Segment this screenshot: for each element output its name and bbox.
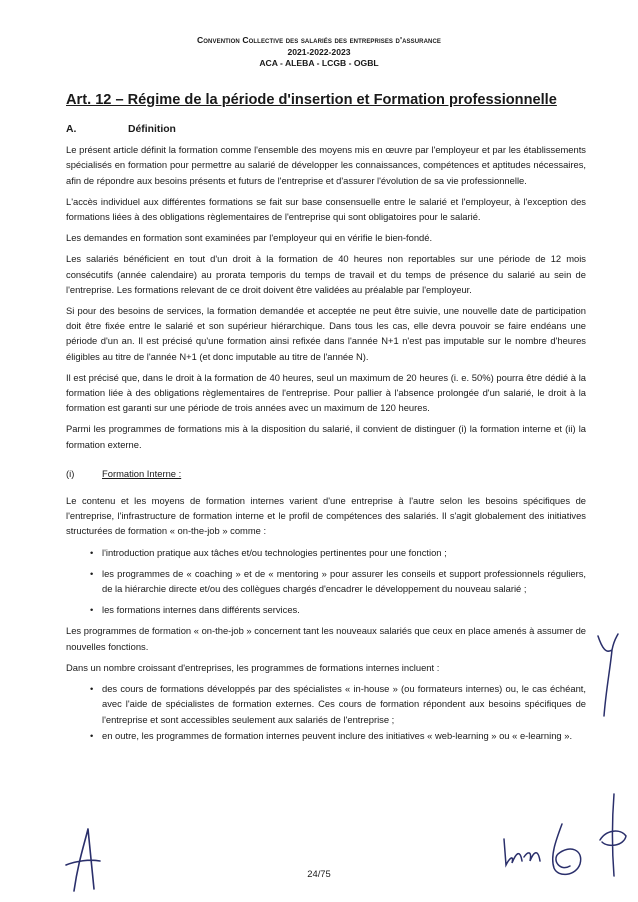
- header-convention-title: Convention Collective des salariés des entreprises d'assurance: [196, 35, 441, 45]
- paragraph: Les salariés bénéficient en tout d'un droit à la formation de 40 heures non reportables sur une période de 12 mois consécutifs (année calendaire) au prorata temporis du temps de travail et du temps de présence du salarié au sein de l'entreprise. Les formations relevant de ce droit doivent être validées au préalable par l'employeur.: [66, 253, 586, 295]
- header-parties: ACA - ALEBA - LCGB - OGBL: [259, 58, 379, 68]
- paragraph: Il est précisé que, dans le droit à la formation de 40 heures, seul un maximum de 20 heures (i. e. 50%) pourra être dédié à la formation liée à des obligations règlementaires de l'entreprise. Pour pallier à l'absence prolongée d'un salarié, le droit à la formation est garanti sur une période de trois années avec un maximum de 120 heures.: [66, 371, 586, 414]
- section-title: Définition: [128, 124, 176, 135]
- subsection-heading: [66, 466, 586, 481]
- signature-initial-loop: [540, 820, 586, 880]
- signature-initial-left: [60, 825, 104, 895]
- list-item: • les formations internes dans différents services.: [66, 602, 586, 617]
- subsection-number: (i): [66, 467, 75, 479]
- signature-mark: [592, 630, 626, 720]
- section-heading: [66, 122, 586, 137]
- article-title: Art. 12 – Régime de la période d'insertion et Formation professionnelle: [66, 92, 557, 108]
- list-item: • des cours de formations développés par des spécialistes « in-house » (ou formateurs internes) ou, le cas échéant, avec l'aide de spécialistes de formation externes. Ces cours de formation répondent aux besoins spécifiques de l'entreprise et sont accessibles seulement aux salariés de l'entreprise ;: [66, 681, 586, 727]
- paragraph: Dans un nombre croissant d'entreprises, les programmes de formations internes incluent :: [66, 661, 440, 673]
- signature-initial-bm: [500, 835, 544, 869]
- signature-mark: [60, 825, 104, 895]
- signature-initial-right: [596, 790, 630, 880]
- page-number: 24/75: [307, 868, 331, 879]
- header-years: 2021-2022-2023: [287, 46, 351, 57]
- document-header: [0, 35, 638, 70]
- signature-mark: [596, 790, 630, 880]
- paragraph: Les programmes de formation « on-the-job » concernent tant les nouveaux salariés que ceux en place amenés à assumer de nouvelles fonctions.: [66, 625, 586, 652]
- paragraph: L'accès individuel aux différentes formations se fait sur base consensuelle entre le salarié et l'employeur, à l'exception des formations liées à des obligations règlementaires de l'entreprise qui sont obligatoires pour le salarié.: [66, 195, 586, 223]
- paragraph: Le présent article définit la formation comme l'ensemble des moyens mis en œuvre par l'employeur et par les établissements spécialisés en formation pour permettre au salarié de développer les connaissances, compétences et aptitudes nécessaires, afin de répondre aux besoins présents et futurs de l'entreprise et d'assurer l'évolution de sa vie professionnelle.: [66, 144, 586, 186]
- list-item: • les programmes de « coaching » et de « mentoring » pour assurer les conseils et support professionnels réguliers, de la hiérarchie directe et/ou des collègues chargés d'encadrer le développement du nouveau salarié ;: [66, 566, 586, 596]
- bullet-list: [66, 545, 586, 618]
- paragraph: Les demandes en formation sont examinées par l'employeur qui en vérifie le bien-fondé.: [66, 232, 433, 244]
- list-item: • en outre, les programmes de formation internes peuvent inclure des initiatives « web-learning » ou « e-learning ».: [66, 728, 586, 743]
- document-body: [66, 122, 586, 749]
- section-letter: A.: [66, 124, 77, 135]
- signature-mark: [500, 835, 544, 869]
- signature-mark: [540, 820, 586, 880]
- signature-initial-margin: [592, 630, 626, 720]
- paragraph: Parmi les programmes de formations mis à la disposition du salarié, il convient de distinguer (i) la formation interne et (ii) la formation externe.: [66, 423, 586, 450]
- list-item: • l'introduction pratique aux tâches et/ou technologies pertinentes pour une fonction ;: [66, 545, 586, 560]
- paragraph: Si pour des besoins de services, la formation demandée et acceptée ne peut être suivie, une nouvelle date de participation doit être fixée entre le salarié et son supérieur hiérarchique. Dans tous les cas, elle devra pouvoir se faire endéans une période d'un an. Il est précisé qu'une formation ainsi refixée dans l'année N+1 n'est pas imputable sur le nombre d'heures éligibles au titre de l'année N+1 (et donc imputable au titre de l'année N).: [66, 305, 586, 362]
- subsection-title: Formation Interne :: [102, 467, 182, 479]
- bullet-list: [66, 681, 586, 743]
- paragraph: Le contenu et les moyens de formation internes varient d'une entreprise à l'autre selon les besoins spécifiques de l'entreprise, l'infrastructure de formation interne et le profil de compétences des salariés. Il s'agit globalement des initiatives structurées de formation « on-the-job » comme :: [66, 495, 586, 537]
